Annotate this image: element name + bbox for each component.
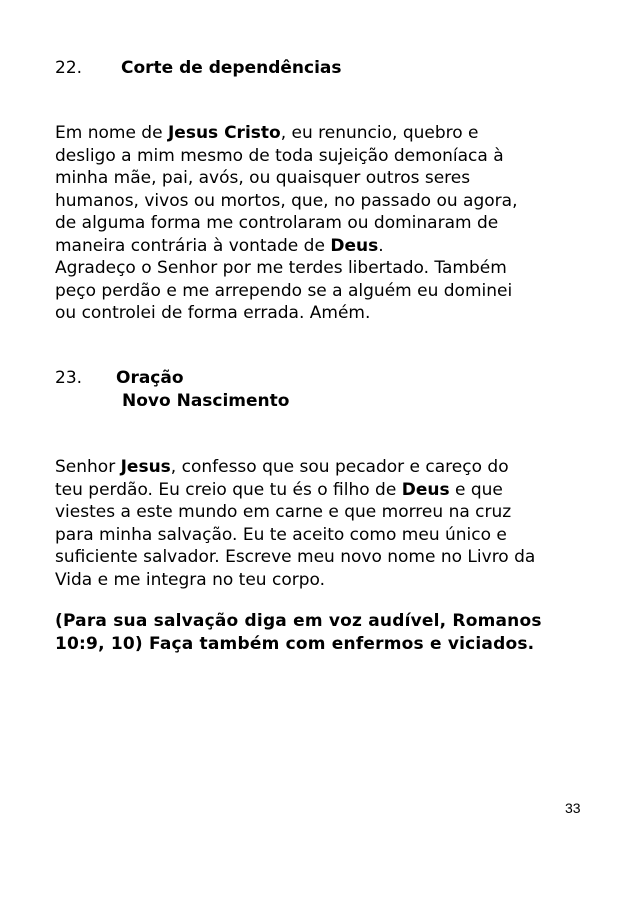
text-run: , eu renuncio, quebro e [280, 123, 479, 143]
section-22-paragraph [55, 122, 600, 325]
text-run: Em nome de [55, 123, 168, 143]
section-23-title: Oração [116, 368, 184, 388]
text-run: e que [449, 479, 503, 500]
text-line [55, 456, 600, 479]
text-line [55, 145, 600, 168]
text-run: Senhor [55, 457, 121, 477]
text-line [55, 167, 600, 190]
text-line [55, 257, 600, 280]
section-23-subtitle: Novo Nascimento [122, 391, 290, 411]
bold-text-run: 10:9, 10) Faça também com enfermos e viciados. [55, 633, 535, 654]
text-line [55, 280, 600, 303]
text-line [55, 190, 600, 213]
text-run: . [378, 235, 384, 256]
text-run: ou controlei de forma errada. Amém. [55, 303, 371, 323]
text-line [55, 302, 600, 325]
section-22-number: 22. [55, 58, 83, 78]
text-line [55, 479, 600, 502]
text-run: humanos, vivos ou mortos, que, no passado ou agora, [55, 190, 518, 211]
bold-text-run: Jesus Cristo [167, 123, 281, 143]
text-run: para minha salvação. Eu te aceito como meu único e [55, 524, 507, 545]
text-run: Vida e me integra no teu corpo. [55, 569, 326, 590]
text-line [55, 633, 600, 656]
page-number: 33 [565, 800, 581, 816]
text-run: suficiente salvador. Escreve meu novo nome no Livro da [55, 547, 536, 567]
bold-text-run: (Para sua salvação diga em voz audível, Romanos [55, 611, 542, 631]
text-run: de alguma forma me controlaram ou dominaram de [55, 213, 499, 233]
text-line [55, 122, 600, 145]
text-run: Agradeço o Senhor por me terdes libertado. Também [55, 258, 507, 278]
bold-text-run: Deus [330, 235, 379, 256]
section-22-title: Corte de dependências [121, 58, 342, 78]
text-run: minha mãe, pai, avós, ou quaisquer outros seres [55, 168, 471, 188]
section-23-paragraph [55, 456, 600, 591]
text-line [55, 610, 600, 633]
text-line [55, 235, 600, 258]
section-23-note [55, 610, 600, 655]
text-run: maneira contrária à vontade de [55, 235, 331, 256]
text-run: , confesso que sou pecador e careço do [170, 457, 509, 477]
text-line [55, 546, 600, 569]
text-line [55, 524, 600, 547]
bold-text-run: Jesus [120, 457, 171, 477]
text-line [55, 569, 600, 592]
text-line [55, 212, 600, 235]
text-run: teu perdão. Eu creio que tu és o filho de [55, 479, 402, 500]
section-23-number: 23. [55, 368, 83, 388]
text-line [55, 501, 600, 524]
bold-text-run: Deus [401, 479, 450, 500]
text-run: viestes a este mundo em carne e que morreu na cruz [55, 502, 512, 522]
text-run: desligo a mim mesmo de toda sujeição demoníaca à [55, 145, 504, 166]
text-run: peço perdão e me arrependo se a alguém eu dominei [55, 280, 513, 301]
